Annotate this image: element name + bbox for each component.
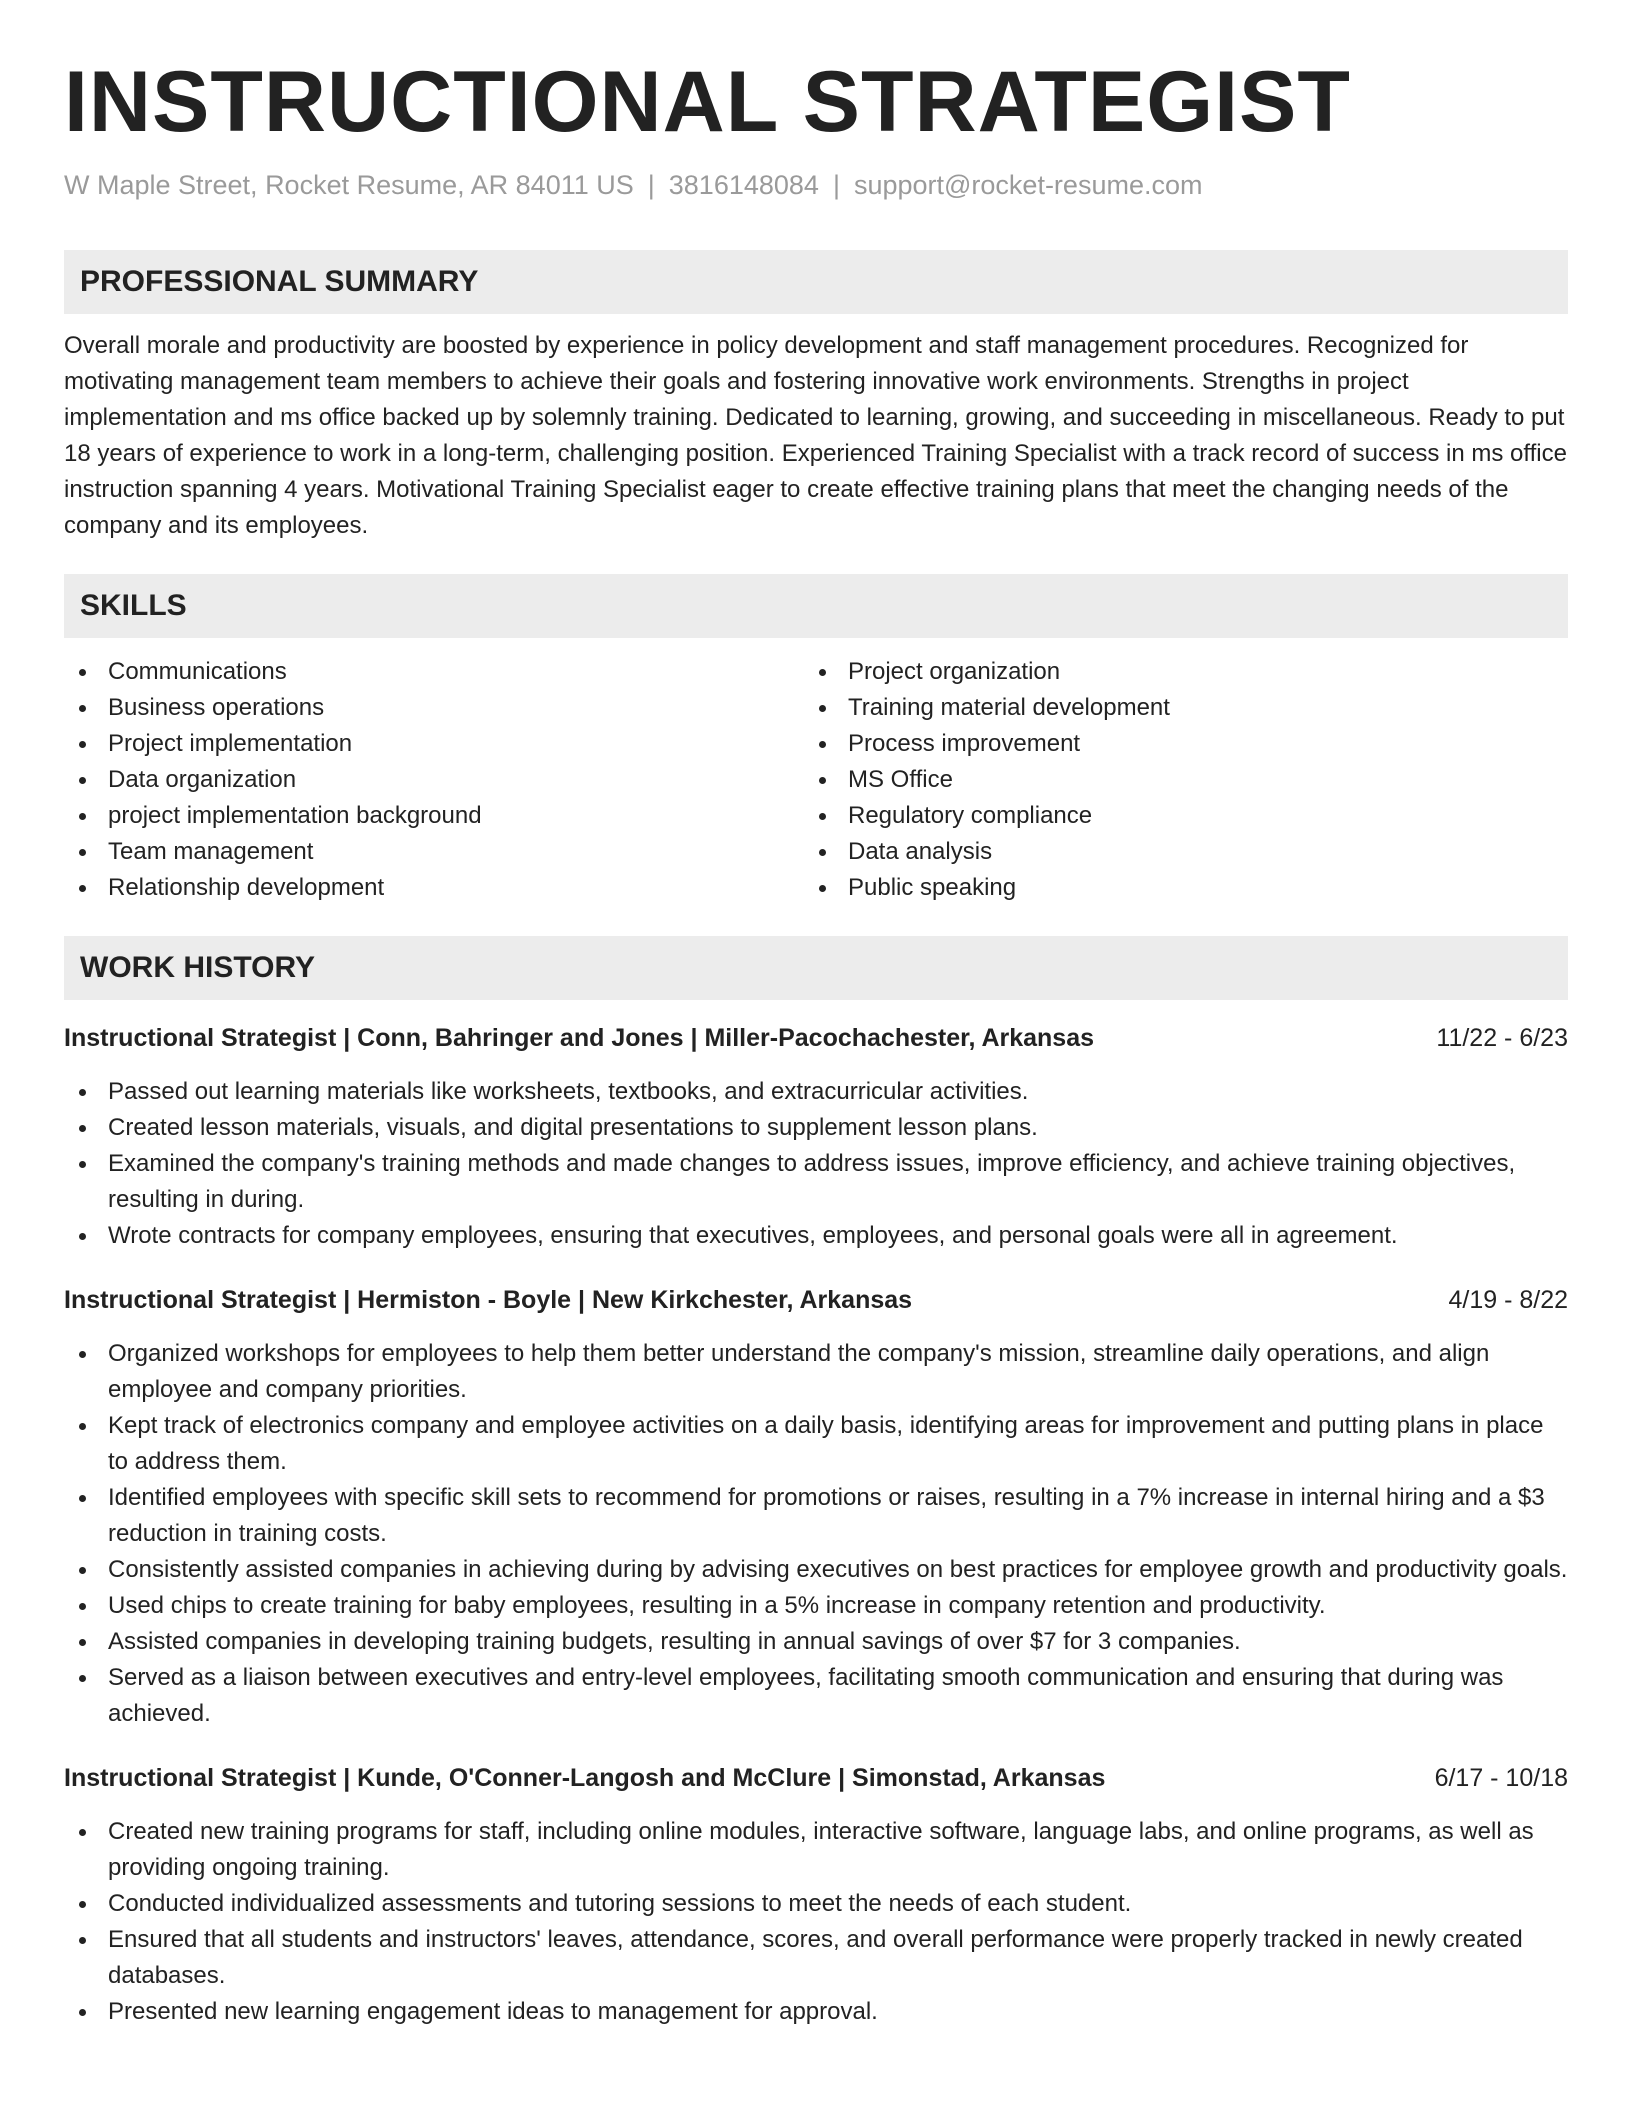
summary-text: Overall morale and productivity are boosted by experience in policy development and staff management procedures. Recognized for motivating management team members to achieve their goals and fostering innovative work environments. Strengths in project implementation and ms office backed up by solemnly training. Dedicated to learning, growing, and succeeding in miscellaneous. Ready to put 18 years of experience to work in a long-term, challenging position. Experienced Training Specialist with a track record of success in ms office instruction spanning 4 years. Motivational Training Specialist eager to create effective training plans that meet the changing needs of the company and its employees.	[64, 332, 1567, 539]
skill-item: Process improvement	[804, 726, 1544, 762]
skill-item: Data organization	[64, 762, 804, 798]
job-dates: 11/22 - 6/23	[1436, 1024, 1568, 1052]
skill-item: MS Office	[804, 762, 1544, 798]
skill-item: Project implementation	[64, 726, 804, 762]
job-bullet: Consistently assisted companies in achieving during by advising executives on best practices for employee growth and productivity goals.	[64, 1552, 1568, 1588]
contact-separator: |	[647, 170, 655, 200]
skill-item: Training material development	[804, 690, 1544, 726]
job-bullet: Examined the company's training methods and made changes to address issues, improve efficiency, and achieve training objectives, resulting in during.	[64, 1146, 1568, 1218]
skill-item: Communications	[64, 654, 804, 690]
contact-separator: |	[832, 170, 840, 200]
job-title: Instructional Strategist | Conn, Bahringer and Jones | Miller-Pacochachester, Arkansas	[64, 1024, 1095, 1052]
job-heading	[64, 1760, 1568, 1796]
job-bullet: Kept track of electronics company and employee activities on a daily basis, identifying areas for improvement and putting plans in place to address them.	[64, 1408, 1568, 1480]
job-dates: 6/17 - 10/18	[1434, 1764, 1568, 1792]
skill-item: Public speaking	[804, 870, 1544, 906]
job-bullet: Wrote contracts for company employees, ensuring that executives, employees, and personal goals were all in agreement.	[64, 1218, 1568, 1254]
skill-item: Business operations	[64, 690, 804, 726]
section-header-skills: SKILLS	[64, 574, 1568, 638]
job-bullet: Ensured that all students and instructors' leaves, attendance, scores, and overall performance were properly tracked in newly created databases.	[64, 1922, 1568, 1994]
contact-email: support@rocket-resume.com	[853, 170, 1203, 200]
skills-column-right	[804, 654, 1544, 906]
skills-column-left	[64, 654, 804, 906]
job-bullet: Served as a liaison between executives and entry-level employees, facilitating smooth communication and ensuring that during was achieved.	[64, 1660, 1568, 1732]
skill-item: Team management	[64, 834, 804, 870]
skills-list-left	[64, 654, 804, 906]
job-entry	[64, 1760, 1568, 2030]
job-bullet: Conducted individualized assessments and tutoring sessions to meet the needs of each student.	[64, 1886, 1568, 1922]
skills-columns	[64, 654, 1568, 906]
skills-list-right	[804, 654, 1544, 906]
job-bullets	[64, 1074, 1568, 1254]
job-bullet: Organized workshops for employees to help them better understand the company's mission, streamline daily operations, and align employee and company priorities.	[64, 1336, 1568, 1408]
job-bullet: Passed out learning materials like worksheets, textbooks, and extracurricular activities.	[64, 1074, 1568, 1110]
job-entry	[64, 1020, 1568, 1254]
skill-item: Relationship development	[64, 870, 804, 906]
job-title: Instructional Strategist | Kunde, O'Conner-Langosh and McClure | Simonstad, Arkansas	[64, 1764, 1106, 1792]
job-bullets	[64, 1336, 1568, 1732]
skill-item: Project organization	[804, 654, 1544, 690]
job-heading	[64, 1020, 1568, 1056]
job-title: Instructional Strategist | Hermiston - Boyle | New Kirkchester, Arkansas	[64, 1286, 913, 1314]
skill-item: Regulatory compliance	[804, 798, 1544, 834]
contact-phone: 3816148084	[668, 170, 819, 200]
contact-line	[64, 168, 1568, 202]
job-bullet: Used chips to create training for baby employees, resulting in a 5% increase in company retention and productivity.	[64, 1588, 1568, 1624]
job-bullet: Created lesson materials, visuals, and digital presentations to supplement lesson plans.	[64, 1110, 1568, 1146]
job-bullet: Assisted companies in developing training budgets, resulting in annual savings of over $7 for 3 companies.	[64, 1624, 1568, 1660]
section-header-summary: PROFESSIONAL SUMMARY	[64, 250, 1568, 314]
job-dates: 4/19 - 8/22	[1448, 1286, 1568, 1314]
job-bullets	[64, 1814, 1568, 2030]
job-bullet: Identified employees with specific skill sets to recommend for promotions or raises, resulting in a 7% increase in internal hiring and a $3 reduction in training costs.	[64, 1480, 1568, 1552]
job-entry	[64, 1282, 1568, 1732]
job-bullet: Presented new learning engagement ideas to management for approval.	[64, 1994, 1568, 2030]
skill-item: Data analysis	[804, 834, 1544, 870]
section-header-work-history: WORK HISTORY	[64, 936, 1568, 1000]
contact-address: W Maple Street, Rocket Resume, AR 84011 US	[64, 170, 634, 200]
candidate-name: INSTRUCTIONAL STRATEGIST	[64, 54, 1351, 150]
skill-item: project implementation background	[64, 798, 804, 834]
job-bullet: Created new training programs for staff, including online modules, interactive software, language labs, and online programs, as well as providing ongoing training.	[64, 1814, 1568, 1886]
job-heading	[64, 1282, 1568, 1318]
